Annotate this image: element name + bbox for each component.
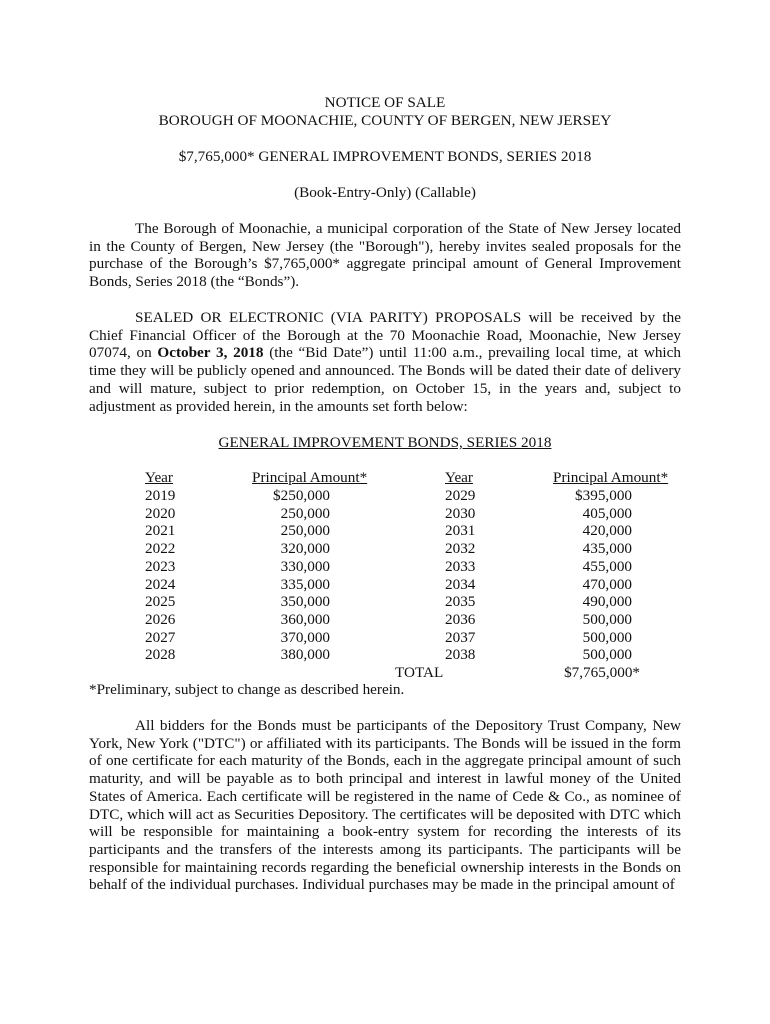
maturity-year: 2038 (445, 646, 476, 664)
maturity-year: 2036 (445, 610, 476, 628)
principal-amount: 380,000 (280, 646, 330, 664)
principal-amount: 455,000 (582, 557, 632, 575)
principal-amount: 405,000 (582, 504, 632, 522)
maturity-year: 2029 (445, 487, 476, 504)
principal-amount: 330,000 (280, 557, 330, 575)
proposals-paragraph (89, 309, 681, 415)
principal-amount: 470,000 (582, 575, 632, 593)
principal-amount: $250,000 (273, 487, 330, 504)
schedule-title: GENERAL IMPROVEMENT BONDS, SERIES 2018 (218, 434, 552, 451)
principal-amount: 500,000 (582, 646, 632, 664)
dtc-paragraph: All bidders for the Bonds must be participants of the Depository Trust Company, New York, New York ("DTC") or affiliated with its participants. The Bonds will be issued in the form of one certificate for each maturity of the Bonds, each in the aggregate principal amount of such maturity, and will be payable as to both principal and interest in lawful money of the United States of America. Each certificate will be registered in the name of Cede & Co., as nominee of DTC, which will act as Securities Depository. The certificates will be deposited with DTC which will be responsible for maintaining a book-entry system for recording the interests of its participants and the transfers of the interests among its participants. The participants will be responsible for maintaining records regarding the beneficial ownership interests in the Bonds on behalf of the individual purchases. Individual purchases may be made in the principal amount of (89, 717, 681, 894)
maturity-year: 2028 (145, 646, 176, 664)
maturity-year: 2023 (145, 557, 176, 575)
intro-paragraph: The Borough of Moonachie, a municipal corporation of the State of New Jersey located in the County of Bergen, New Jersey (the "Borough"), hereby invites sealed proposals for the purchase of the Borough’s $7,765,000* aggregate principal amount of General Improvement Bonds, Series 2018 (the “Bonds”). (89, 220, 681, 291)
maturity-year: 2034 (445, 575, 476, 593)
bond-type-line: (Book-Entry-Only) (Callable) (294, 184, 476, 201)
issuer-line: BOROUGH OF MOONACHIE, COUNTY OF BERGEN, NEW JERSEY (158, 112, 612, 129)
principal-amount: 500,000 (582, 610, 632, 628)
maturity-year: 2019 (145, 487, 176, 504)
principal-amount: 250,000 (280, 522, 330, 540)
principal-amount: 500,000 (582, 628, 632, 646)
maturity-year: 2027 (145, 628, 176, 646)
header-amount-left: Principal Amount* (252, 469, 368, 486)
maturity-year: 2026 (145, 610, 176, 628)
maturity-year: 2030 (445, 504, 476, 522)
proposals-text-after: (the “Bid Date”) until 11:00 a.m., prevailing local time, at which time they will be publicly opened and announced. The Bonds will be dated their date of delivery and will mature, subject to prior redemption, on October 15, in the years and, subject to adjustment as provided herein, in the amounts set forth below: (89, 344, 681, 415)
maturity-year: 2037 (445, 628, 476, 646)
notice-title: NOTICE OF SALE (324, 94, 446, 111)
maturity-year: 2022 (145, 540, 176, 558)
principal-amount: 435,000 (582, 540, 632, 558)
maturity-year: 2033 (445, 557, 476, 575)
header-year-right: Year (445, 469, 473, 486)
bond-issue-line: $7,765,000* GENERAL IMPROVEMENT BONDS, SERIES 2018 (178, 148, 592, 165)
header-amount-right: Principal Amount* (553, 469, 669, 486)
bid-date: October 3, 2018 (157, 344, 264, 362)
principal-amount: 490,000 (582, 593, 632, 611)
principal-amount: $395,000 (575, 487, 632, 504)
principal-amount: 370,000 (280, 628, 330, 646)
principal-amount: 420,000 (582, 522, 632, 540)
principal-amount: 360,000 (280, 610, 330, 628)
maturity-year: 2035 (445, 593, 476, 611)
header-year-left: Year (145, 469, 173, 486)
footnote: *Preliminary, subject to change as described herein. (89, 681, 405, 698)
total-label: TOTAL (395, 664, 444, 681)
maturity-year: 2031 (445, 522, 476, 540)
maturity-year: 2025 (145, 593, 176, 611)
maturity-year: 2032 (445, 540, 476, 558)
maturity-year: 2020 (145, 504, 176, 522)
maturity-year: 2021 (145, 522, 176, 540)
total-amount: $7,765,000* (564, 664, 640, 681)
maturity-year: 2024 (145, 575, 176, 593)
principal-amount: 320,000 (280, 540, 330, 558)
principal-amount: 335,000 (280, 575, 330, 593)
principal-amount: 350,000 (280, 593, 330, 611)
principal-amount: 250,000 (280, 504, 330, 522)
proposals-text-before: SEALED OR ELECTRONIC (VIA PARITY) PROPOSALS will be received by the Chief Financial Officer of the Borough at the 70 Moonachie Road, Moonachie, New Jersey 07074, on (89, 309, 681, 362)
